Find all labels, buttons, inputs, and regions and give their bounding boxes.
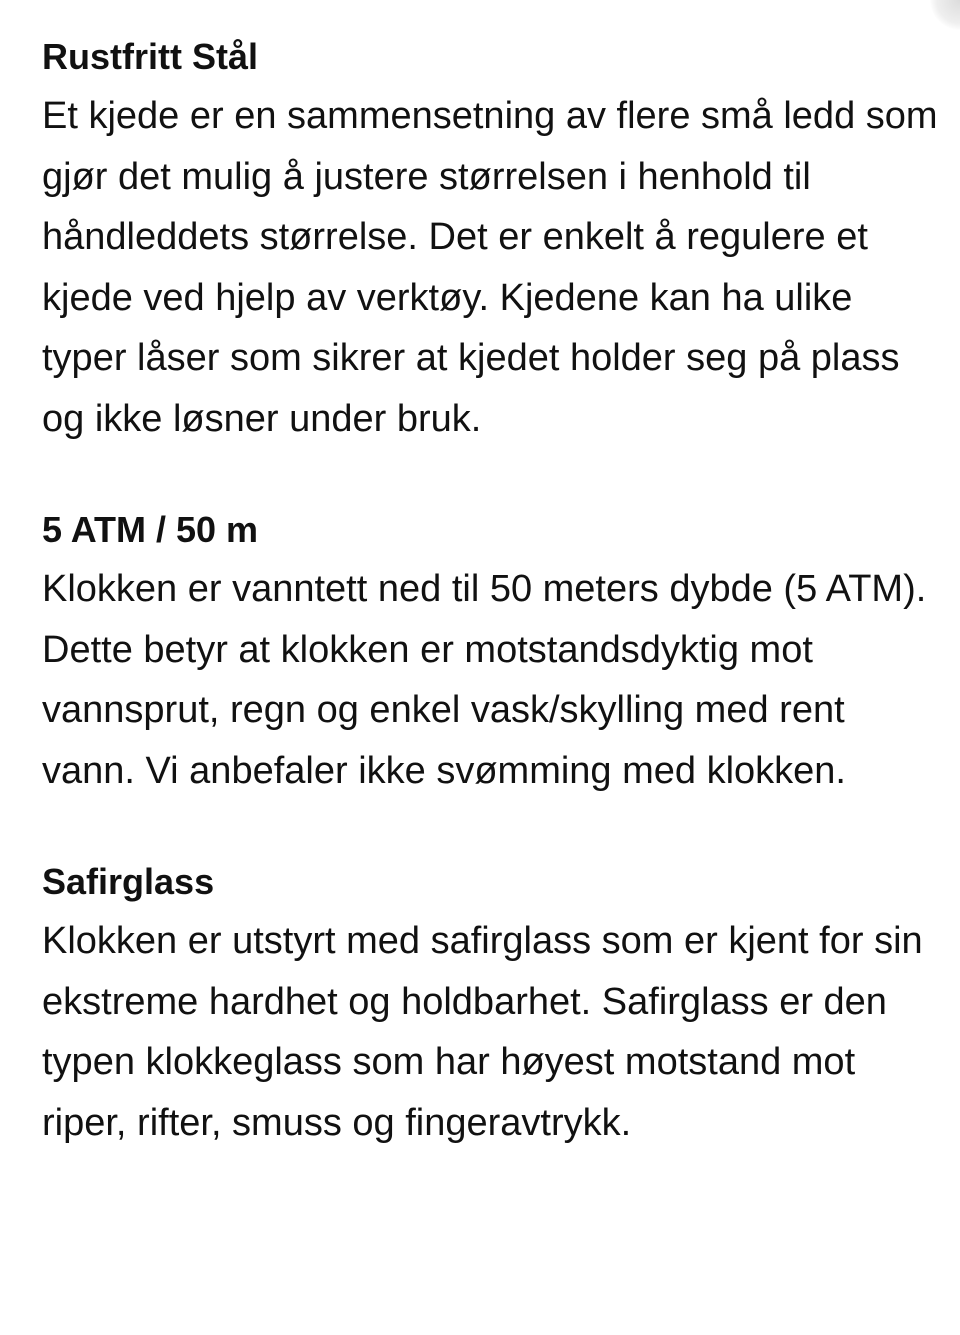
section-title-glass: Safirglass xyxy=(42,861,215,902)
section-body-material: Et kjede er en sammensetning av flere små ledd som gjør det mulig å justere størrelsen i henhold til håndleddets størrelse. Det er enkelt å regulere et kjede ved hjelp av verktøy. Kjedene kan ha ulike typer låser som sikrer at kjedet holder seg på plass og ikke løsner under bruk. xyxy=(42,95,938,440)
section-body-water-resistance: Klokken er vanntett ned til 50 meters dybde (5 ATM). Dette betyr at klokken er motstandsdyktig mot vannsprut, regn og enkel vask/skylling med rent vann. Vi anbefaler ikke svømming med klokken. xyxy=(42,568,927,792)
section-material xyxy=(42,32,947,449)
product-details-content xyxy=(42,32,947,1209)
section-glass xyxy=(42,857,947,1153)
section-water-resistance xyxy=(42,505,947,801)
section-body-glass: Klokken er utstyrt med safirglass som er kjent for sin ekstreme hardhet og holdbarhet. Safirglass er den typen klokkeglass som har høyest motstand mot riper, rifter, smuss og fingeravtrykk. xyxy=(42,920,923,1144)
section-title-water-resistance: 5 ATM / 50 m xyxy=(42,509,259,550)
corner-shadow xyxy=(930,0,960,30)
section-title-material: Rustfritt Stål xyxy=(42,36,258,77)
